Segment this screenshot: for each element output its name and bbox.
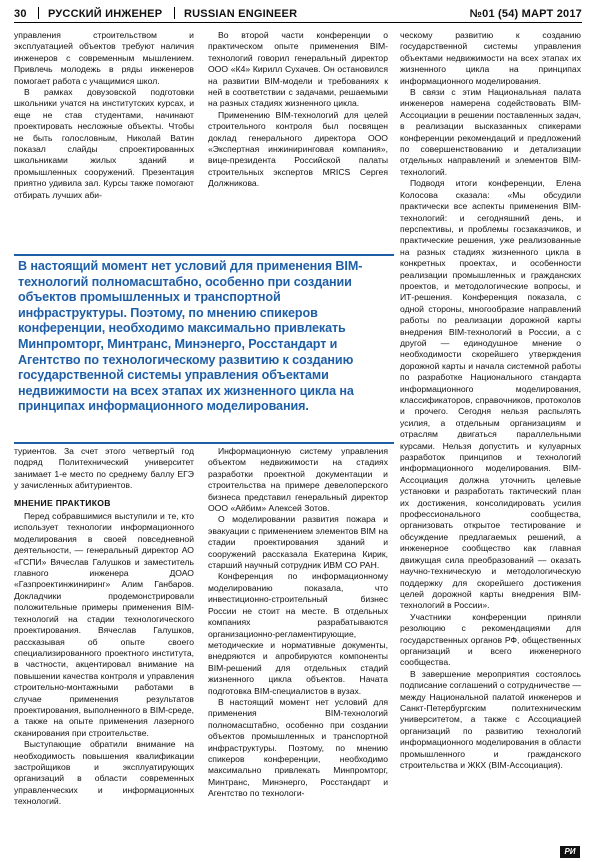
- issue-label: №01 (54) МАРТ 2017: [469, 8, 582, 20]
- paragraph: Перед собравшимися выступили и те, кто использует технологии информационного моделирования в своей повседневной деятельности, — генеральный директор АО «ГСПИ» Вячеслав Галушков и заместитель главного инженера ДОАО «Газпроектинжиниринг» Алим Ганбаров. Докладчики продемонстрировали положительные примеры применения BIM-технологий на стадии технологического проектирования. Вячеслав Галушков, рассказывая об опыте своего специализированного проектного института, в частности, акцентировал внимание на повышении качества контроля и управления строительно-монтажными работами в случае применения результатов проектирования, выполненного в BIM-среде, а также на опыте применения лазерного сканирования при строительстве.: [14, 511, 194, 738]
- journal-title-en: RUSSIAN ENGINEER: [184, 8, 298, 20]
- paragraph: туриентов. За счет этого четвертый год подряд Политехнический университет занимает 1-е место по среднему баллу ЕГЭ у зачисленных абитуриентов.: [14, 446, 194, 491]
- page-number: 30: [14, 8, 27, 20]
- header-divider: [38, 7, 39, 19]
- page-header: [14, 6, 582, 23]
- column-1-bottom: [14, 446, 194, 808]
- paragraph: Выступающие обратили внимание на необходимость повышения квалификации застройщиков и эксплуатирующих организаций в области современных управленческих и информационных технологий.: [14, 739, 194, 807]
- header-divider: [174, 7, 175, 19]
- column-2-top: [208, 30, 388, 190]
- paragraph: В связи с этим Национальная палата инженеров намерена содействовать BIM-Ассоциации в решении поставленных задач, в реализации высказанных спикерами конференции рекомендаций и предложений по совершенствованию и детализации отдельных направлений и элементов BIM-технологий.: [400, 87, 581, 177]
- pull-quote-text: В настоящий момент нет условий для применения BIM-технологий полномасштабно, особенно при создании объектов промышленных и транспортной инфраструктуры. Поэтому, по мнению спикеров конференции, необходимо максимально привлекать Минпромторг, Минтранс, Минэнерго, Росстандарт и Агентство по технологическому развитию к созданию государственной системы управления объектами недвижимости на всех этапах их жизненного цикла на принципах информационного моделирования.: [18, 259, 363, 414]
- paragraph: Применению BIM-технологий для целей строительного контроля был посвящен доклад генерального директора ООО «Экспертная инжиниринговая компания», вице-президента Российской палаты строительных экспертов MRICS Сергея Должникова.: [208, 109, 388, 189]
- paragraph: В настоящий момент нет условий для применения BIM-технологий полномасштабно, особенно при создании объектов промышленных и транспортной инфраструктуры. Поэтому, по мнению спикеров конференции, необходимо максимально привлекать Минпромторг, Минтранс, Минэнерго, Росстандарт и Агентство по технологи-: [208, 696, 388, 799]
- end-mark-logo: РИ: [560, 846, 580, 858]
- paragraph: Участники конференции приняли резолюцию с рекомендациями для государственных органов РФ, общественных организаций и всего инженерного сообщества.: [400, 611, 581, 668]
- paragraph: управления строительством и эксплуатацией объектов требуют наличия инженеров с современным мышлением. Привлечь молодежь в ряды инженеров помогает работа с учащимися школ.: [14, 30, 194, 86]
- paragraph: О моделировании развития пожара и эвакуации с применением элементов BIM на стадии проектирования зданий и сооружений рассказала Екатерина Кирик, старший научный сотрудник ИВМ СО РАН.: [208, 514, 388, 571]
- journal-title-ru: РУССКИЙ ИНЖЕНЕР: [48, 8, 163, 20]
- column-1-top: [14, 30, 194, 201]
- paragraph: Во второй части конференции о практическом опыте применения BIM-технологий говорил генеральный директор ООО «К4» Кирилл Сухачев. Он остановился на развитии BIM-модели и требованиях к ней в соответствии с задачами, решаемыми на разных стадиях жизненного цикла.: [208, 30, 388, 109]
- column-3: [400, 30, 581, 771]
- pull-quote: [14, 254, 394, 444]
- paragraph: ческому развитию к созданию государственной системы управления объектами недвижимости на всех этапах их жизненного цикла на принципах информационного моделирования.: [400, 30, 581, 86]
- paragraph: Подводя итоги конференции, Елена Колосова сказала: «Мы обсудили практически все аспекты применения BIM-технологий: и сегодняшний день, и перспективы, и проблемы госзаказчиков, и практические решения, уже реализованные на разных стадиях жизненного цикла в конкретных проектах, и особенности реализации промышленных и гражданских проектов, и методологические вопросы, и ИТ-решения. Конференция показала, с одной стороны, многообразие направлений работы по реализации дорожной карты внедрения BIM-технологий в России, а с другой — единодушное мнение о необходимости скорейшего утверждения дорожной карты и начала системной работы по разработке Национального стандарта информационного моделирования, классификаторов, справочников, протоколов и прочего. Сегодня нельзя распылять усилия, а отдельным организациям и отраслям двигаться параллельными курсами. Нельзя допустить и кулуарных разработок принципов и технологий информационного моделирования. BIM-Ассоциация должна уточнить целевые установки и разработать тактический план их достижения, консолидировать усилия профессионального сообщества, организовать открытое тестирование и обсуждение предлагаемых решений, а инженерное сообщество как главная движущая сила преобразований — оказать научно-техническую и методологическую поддержку для скорейшего достижения целей дорожной карты внедрения BIM-технологий в России».: [400, 178, 581, 611]
- paragraph: В рамках довузовской подготовки школьники учатся на институтских курсах, и еще не став студентами, начинают проектировать несложные объекты. Чтобы не быть голословным, Николай Ватин показал слайды спроектированных школьниками жилых зданий и промышленных сооружений. Презентация приятно удивила зал. Курсы также помогают отбирать лучших аби-: [14, 87, 194, 200]
- section-heading: МНЕНИЕ ПРАКТИКОВ: [14, 497, 111, 508]
- paragraph: В завершение мероприятия состоялось подписание соглашений о сотрудничестве — между Национальной палатой инженеров и Санкт-Петербургским политехническим университетом, а также с Ассоциацией организаций по развитию технологий информационного моделирования в области промышленного и гражданского строительства и ЖКХ (BIM-Ассоциация).: [400, 668, 581, 770]
- paragraph: Информационную систему управления объектом недвижимости на стадиях разработки проектной документации и строительства на примере девелоперского бизнеса представил генеральный директор ООО «Айбим» Алексей Зотов.: [208, 446, 388, 514]
- column-2-bottom: [208, 446, 388, 800]
- paragraph: Конференция по информационному моделированию показала, что инвестиционно-строительный бизнес России не стоит на месте. В отдельных компаниях разрабатываются организационно-регламентирующие, методические и нормативные документы, внедряются и апробируются компоненты BIM-решений для отдельных стадий жизненного цикла объектов. Начата подготовка BIM-специалистов в вузах.: [208, 571, 388, 696]
